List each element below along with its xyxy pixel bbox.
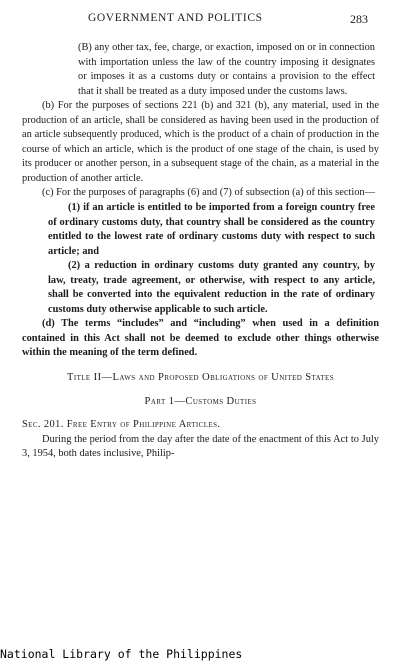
subsection-d: (d) The terms “includes” and “including” when used in a definition contained in this Act shall not be deemed to exclude other things otherwise within the meaning of the term defined. [22,318,379,359]
page-number: 283 [350,12,368,26]
clause-1: (1) if an article is entitled to be imported from a foreign country free of ordinary customs duty, that country shall be considered as the country entitled to the lowest rate of ordinary customs duty with respect to such article; and [48,202,375,257]
running-head: GOVERNMENT AND POLITICS [88,12,263,24]
clause-B: (B) any other tax, fee, charge, or exaction, imposed on or in connection with importation unless the law of the country imposing it designates or imposes it as a customs duty or contains a provision to the effect that it shall be treated as a duty imposed under the customs laws. [78,42,375,97]
section-text: During the period from the day after the date of the enactment of this Act to July 3, 1954, both dates inclusive, Philip- [22,433,379,460]
library-watermark: National Library of the Philippines [0,647,243,661]
section-heading: Sec. 201. Free Entry of Philippine Articles. [22,419,221,431]
body-text [22,41,379,462]
title-heading: Title II—Laws and Proposed Obligations of United States [66,372,335,384]
clause-2: (2) a reduction in ordinary customs duty granted any country, by law, treaty, trade agreement, or otherwise, with respect to any article, shall be converted into the equivalent reduction in the rate of ordinary customs duty otherwise applicable to such article. [48,260,375,315]
page-header [0,12,408,30]
subsection-c: (c) For the purposes of paragraphs (6) and (7) of subsection (a) of this section— [42,187,375,199]
subsection-b: (b) For the purposes of sections 221 (b) and 321 (b), any material, used in the production of an article, shall be considered as having been used in the production of an article subsequently produced, which is the product of a chain of production in the course of which an article, which is the product of one stage of the chain, is used by its producer or another person, in a subsequent stage of the chain, as a material in the production of another article. [22,100,379,184]
part-heading: Part 1—Customs Duties [144,395,257,407]
